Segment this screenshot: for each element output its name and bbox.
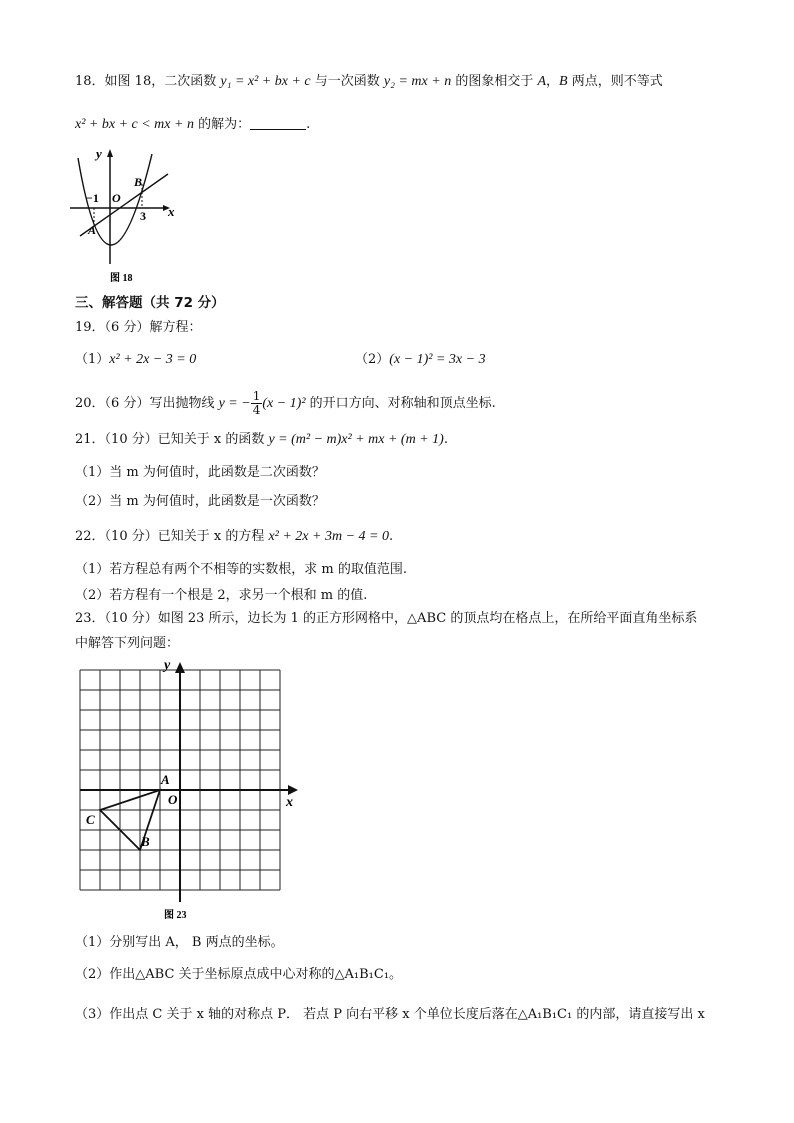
q18-text-d: 两点，则不等式 [567,74,663,89]
q19-part1 [75,350,196,370]
q20-prefix: 20．（6 分）写出抛物线 [75,396,219,411]
q20-fraction [251,390,263,417]
q22-line [75,527,393,547]
fig18-label-o: O [112,191,121,205]
q19-part2 [355,350,486,370]
fig23-label-c: C [86,812,95,827]
q19-part1-label: （1） [75,352,110,367]
q22-part2: （2）若方程有一个根是 2，求另一个根和 m 的值. [75,588,368,603]
q18-text-b: 与一次函数 [310,74,384,89]
q23-part3: （3）作出点 C 关于 x 轴的对称点 P． 若点 P 向右平移 x 个单位长度后落在△A₁B₁C₁ 的内部，请直接写出 x [75,1007,705,1022]
q19-part2-equation: (x − 1)² = 3x − 3 [389,352,486,367]
q21-part2: （2）当 m 为何值时，此函数是一次函数？ [75,494,325,509]
fig23-caption: 图 23 [164,910,187,921]
q21-prefix: 21．（10 分）已知关于 x 的函数 [75,432,269,447]
q19-title: 19．（6 分）解方程： [75,320,202,335]
fig23-label-x: x [286,795,293,810]
q18-linear-formula: y₂ = mx + n [383,74,452,89]
q21-part1: （1）当 m 为何值时，此函数是二次函数？ [75,465,325,480]
fig18-label-x: x [168,204,175,219]
q21-end: . [443,432,448,447]
q22-part1: （1）若方程总有两个不相等的实数根，求 m 的取值范围. [75,562,407,577]
fig23-label-y: y [164,658,171,673]
q19-part1-equation: x² + 2x − 3 = 0 [109,352,197,367]
q18-period: . [306,117,311,132]
q23-part2: （2）作出△ABC 关于坐标原点成中心对称的△A₁B₁C₁。 [75,967,403,982]
q21-line [75,430,448,450]
q23-part1: （1）分别写出 A， B 两点的坐标。 [75,935,284,950]
figure-23 [70,656,310,926]
q18-quadratic-formula: y₁ = x² + bx + c [220,74,311,89]
q19-part2-label: （2） [355,352,390,367]
q18-text-a: 18．如图 18，二次函数 [75,74,221,89]
q18-inequality: x² + bx + c < mx + n [75,117,194,132]
q20-line [75,390,496,417]
figure-18 [66,144,182,286]
q18-text-c: 的图象相交于 [451,74,538,89]
fig18-label-minus1: −1 [86,191,99,205]
q18-point-b: B [559,74,568,89]
q20-lhs: y = − [218,396,251,411]
q20-rhs: (x − 1)² [262,396,306,411]
fig18-label-a: A [88,223,97,237]
fig18-label-y: y [96,146,102,161]
q18-line1 [75,72,663,92]
fig18-label-b: B [134,175,143,189]
q18-line2 [75,115,310,135]
q20-frac-num: 1 [252,389,261,403]
q18-text-e: 的解为： [193,117,251,132]
q23-line2: 中解答下列问题： [75,636,180,651]
q21-formula: y = (m² − m)x² + mx + (m + 1) [268,432,444,447]
fig23-label-o: O [168,792,178,807]
q18-separator: ， [546,74,560,89]
fig18-label-3: 3 [140,209,146,223]
fig23-x-arrow [288,785,298,795]
q22-formula: x² + 2x + 3m − 4 = 0 [268,529,389,544]
fig23-label-b: B [141,834,150,849]
fig18-y-arrow [107,149,113,157]
q20-suffix: 的开口方向、对称轴和顶点坐标. [305,396,496,411]
fig23-y-arrow [175,662,185,673]
q20-frac-den: 4 [252,403,261,417]
section-3-title: 三、解答题（共 72 分） [75,295,225,311]
q18-point-a: A [537,74,547,89]
fig18-caption: 图 18 [110,273,133,284]
q22-end: . [388,529,394,544]
q18-answer-blank[interactable] [250,115,306,130]
fig23-triangle-abc [100,790,160,850]
fig23-label-a: A [161,772,170,787]
q23-line1: 23．（10 分）如图 23 所示，边长为 1 的正方形网格中，△ABC 的顶点均在格点上，在所给平面直角坐标系 [75,611,698,626]
q22-prefix: 22．（10 分）已知关于 x 的方程 [75,529,269,544]
